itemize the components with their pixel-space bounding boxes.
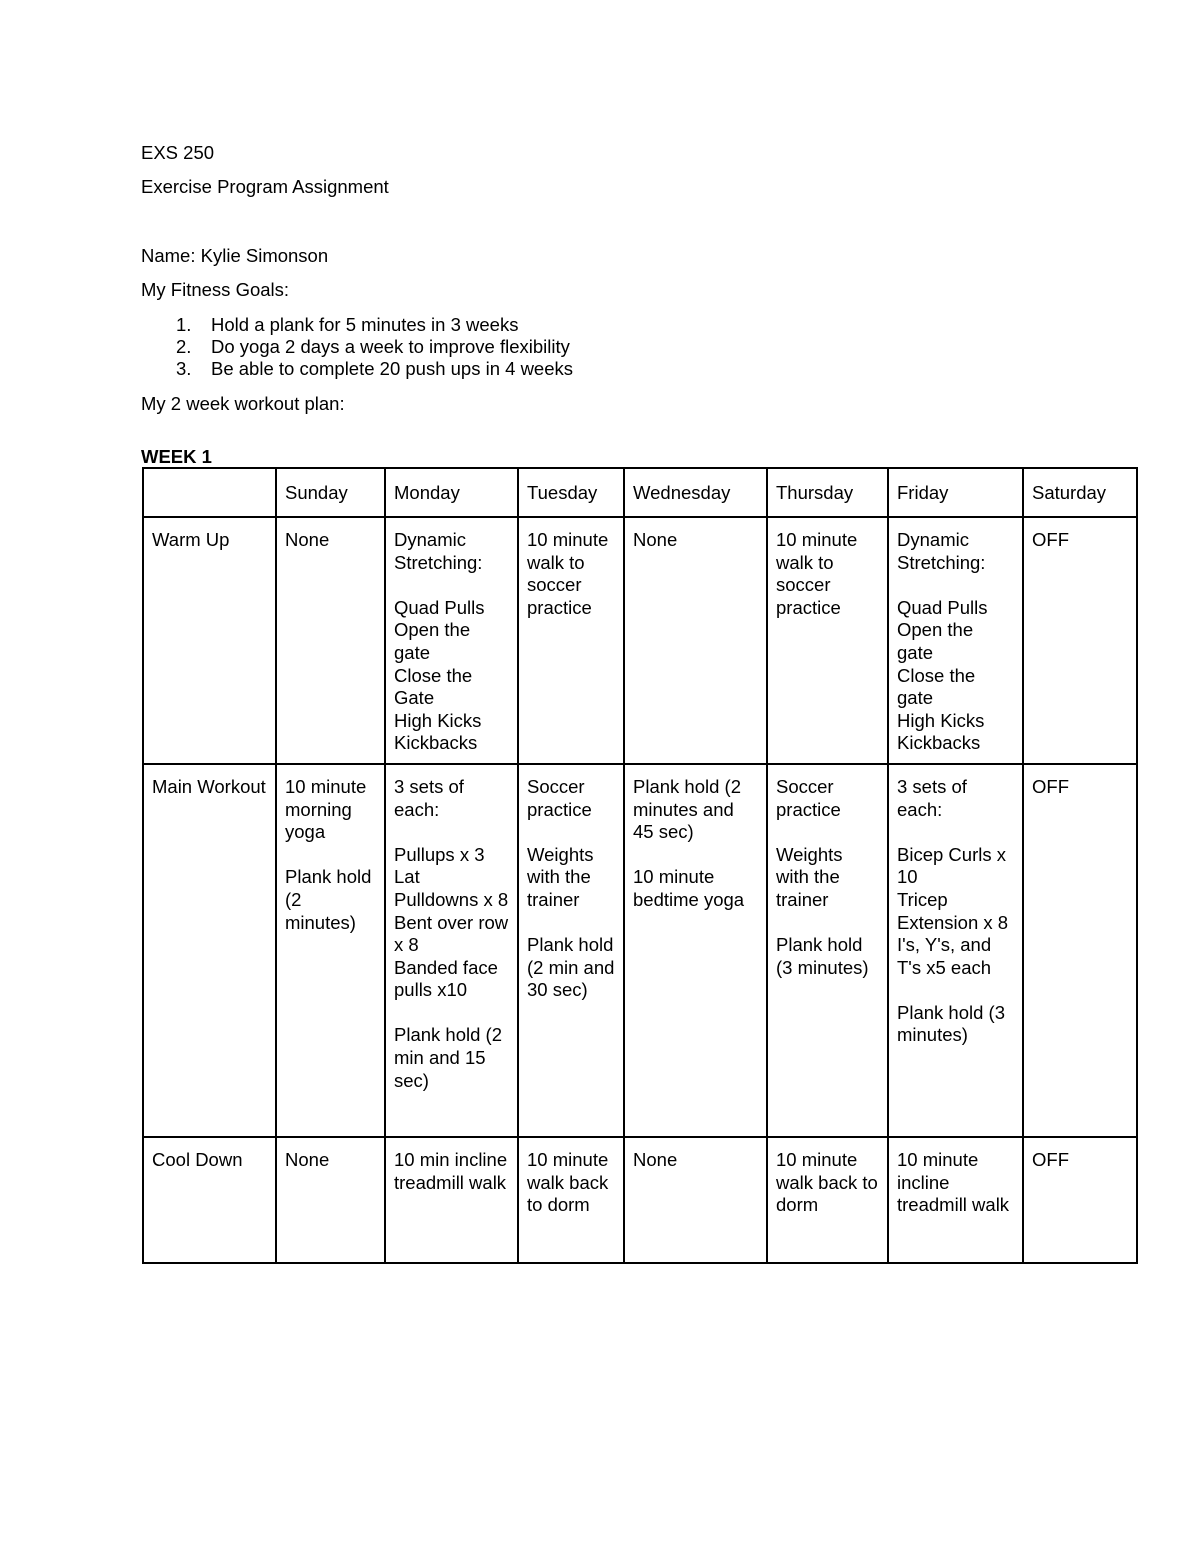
workout-schedule-table (142, 467, 1138, 1264)
table-cell: Soccer practice Weights with the trainer Plank hold (2 min and 30 sec) (518, 764, 624, 1137)
table-cell: OFF (1023, 1137, 1137, 1263)
table-cell: None (276, 517, 385, 764)
table-row-main-workout (143, 764, 1137, 1137)
row-label: Warm Up (143, 517, 276, 764)
table-cell: 10 min incline treadmill walk (385, 1137, 518, 1263)
header-cell-thursday: Thursday (767, 468, 888, 517)
table-row-warm-up (143, 517, 1137, 764)
goal-text: Hold a plank for 5 minutes in 3 weeks (211, 314, 519, 335)
table-cell: None (624, 1137, 767, 1263)
goals-heading: My Fitness Goals: (141, 279, 290, 300)
header-cell-friday: Friday (888, 468, 1023, 517)
header-cell-sunday: Sunday (276, 468, 385, 517)
table-cell: Plank hold (2 minutes and 45 sec) 10 minute bedtime yoga (624, 764, 767, 1137)
table-cell: OFF (1023, 764, 1137, 1137)
table-cell: Dynamic Stretching: Quad Pulls Open the gate Close the gate High Kicks Kickbacks (888, 517, 1023, 764)
row-label: Cool Down (143, 1137, 276, 1263)
table-row-cool-down (143, 1137, 1137, 1263)
header-cell-monday: Monday (385, 468, 518, 517)
plan-heading: My 2 week workout plan: (141, 393, 345, 414)
header-cell-wednesday: Wednesday (624, 468, 767, 517)
goal-text: Be able to complete 20 push ups in 4 weeks (211, 358, 574, 379)
table-cell: 3 sets of each: Pullups x 3 Lat Pulldowns x 8 Bent over row x 8 Banded face pulls x10 Plank hold (2 min and 15 sec) (385, 764, 518, 1137)
table-cell: 3 sets of each: Bicep Curls x 10 Tricep Extension x 8 I's, Y's, and T's x5 each Plank hold (3 minutes) (888, 764, 1023, 1137)
goal-text: Do yoga 2 days a week to improve flexibility (211, 336, 570, 357)
table-cell: OFF (1023, 517, 1137, 764)
goal-number: 2. (176, 336, 192, 357)
table-cell: Soccer practice Weights with the trainer Plank hold (3 minutes) (767, 764, 888, 1137)
week-title: WEEK 1 (141, 446, 212, 467)
table-cell: None (624, 517, 767, 764)
assignment-title: Exercise Program Assignment (141, 176, 389, 197)
row-label: Main Workout (143, 764, 276, 1137)
header-cell-empty (143, 468, 276, 517)
table-cell: 10 minute walk back to dorm (518, 1137, 624, 1263)
table-header-row (143, 468, 1137, 517)
table-cell: 10 minute morning yoga Plank hold (2 minutes) (276, 764, 385, 1137)
table-cell: Dynamic Stretching: Quad Pulls Open the gate Close the Gate High Kicks Kickbacks (385, 517, 518, 764)
student-name: Name: Kylie Simonson (141, 245, 329, 266)
table-cell: 10 minute walk to soccer practice (767, 517, 888, 764)
header-cell-tuesday: Tuesday (518, 468, 624, 517)
course-title: EXS 250 (141, 142, 215, 163)
goal-number: 3. (176, 358, 192, 379)
table-cell: 10 minute walk to soccer practice (518, 517, 624, 764)
header-cell-saturday: Saturday (1023, 468, 1137, 517)
table-cell: 10 minute walk back to dorm (767, 1137, 888, 1263)
table-cell: None (276, 1137, 385, 1263)
goal-number: 1. (176, 314, 192, 335)
table-cell: 10 minute incline treadmill walk (888, 1137, 1023, 1263)
